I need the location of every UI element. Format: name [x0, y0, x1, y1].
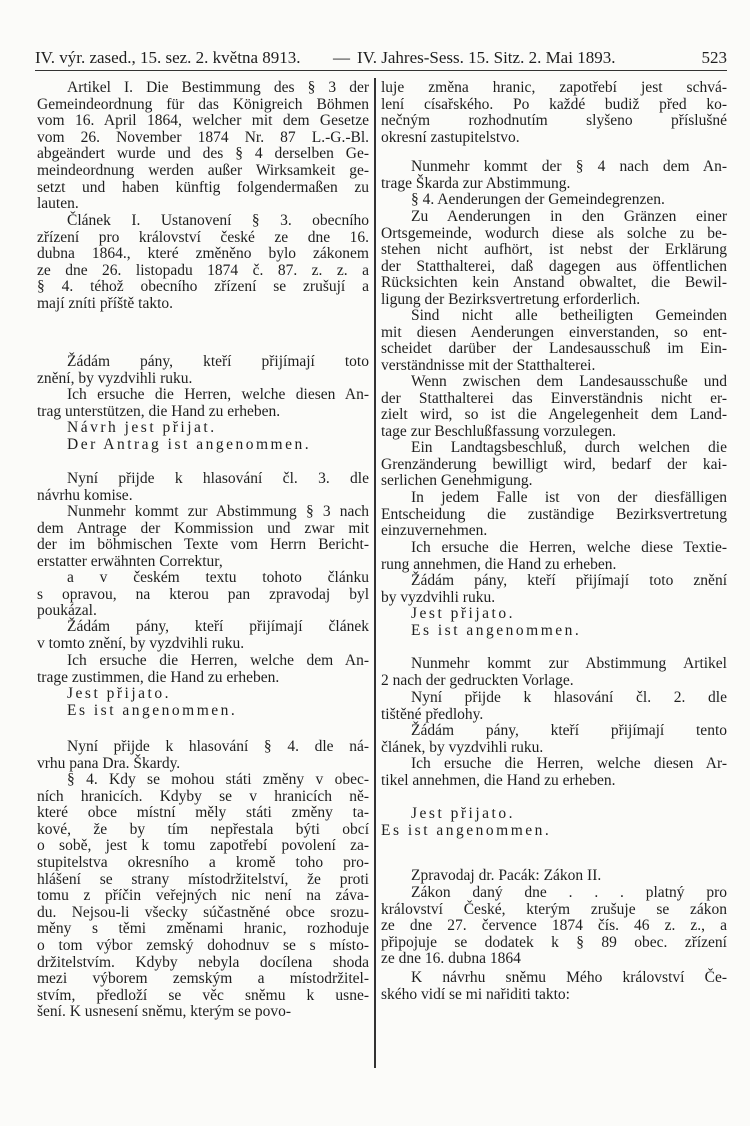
- text-line: vrhu pana Dra. Škardy.: [37, 754, 181, 772]
- text-line: einzuvernehmen.: [381, 522, 488, 540]
- text-line: In jedem Falle ist von der diesfälligen: [411, 489, 727, 506]
- right-paragraph: [381, 690, 727, 723]
- text-line: Es ist angenommen.: [381, 822, 552, 839]
- right-paragraph: [381, 440, 727, 490]
- text-line: § 4. téhož obecního zřízení se zrušují a: [37, 278, 369, 296]
- left-paragraph: [37, 739, 369, 772]
- text-line: Ich ersuche die Herren, welche diesen Ar-: [411, 755, 727, 772]
- left-paragraph: [37, 80, 369, 213]
- left-paragraph: [37, 703, 369, 720]
- left-paragraph: [37, 504, 369, 570]
- right-paragraph: [381, 623, 727, 640]
- text-line: měny s těmi změnami hranic, rozhoduje: [37, 920, 369, 938]
- header-separator: —: [333, 48, 350, 67]
- text-line: stvím, předloží se věc sněmu k usne-: [37, 986, 369, 1004]
- text-line: článek, by vyzdvihli ruku.: [381, 738, 544, 756]
- left-paragraph: [37, 420, 369, 437]
- text-line: návrhu komise.: [37, 486, 133, 504]
- text-line: der Statthalterei, daß dagegen aus öffentlichen: [381, 257, 727, 275]
- text-line: Ortsgemeinde, wodurch diese als solche zu be-: [381, 224, 727, 242]
- text-line: du. Nejsou-li všecky súčastněné obce srozu-: [37, 903, 369, 921]
- text-line: Nunmehr kommt zur Abstimmung Artikel: [411, 655, 727, 672]
- text-line: der Statthalterei das Einverständnis nicht er-: [381, 389, 727, 407]
- text-line: Ich ersuche die Herren, welche diese Textie-: [411, 539, 727, 556]
- right-paragraph: [381, 374, 727, 440]
- text-line: ze dne 16. dubna 1864: [381, 950, 521, 968]
- text-line: hlášení se strany místodržitelství, že proti: [37, 870, 369, 888]
- text-line: s opravou, na kterou pan zpravodaj byl: [37, 585, 369, 603]
- left-paragraph: [37, 471, 369, 504]
- text-line: Artikel I. Die Bestimmung des § 3 der: [67, 79, 369, 96]
- text-line: tage zur Beschlußfassung vorzulegen.: [381, 422, 617, 440]
- text-line: o tom výbor zemský dohodnuv se s místo-: [37, 936, 369, 954]
- text-line: znění, by vyzdvihli ruku.: [37, 369, 193, 387]
- text-line: Žádám pány, kteří přijímají článek: [67, 618, 369, 635]
- text-line: lení císařského. Po každé budiž před ko-: [381, 95, 727, 113]
- right-paragraph: [381, 868, 727, 885]
- text-line: ze dne 26. listopadu 1874 č. 87. z. z. a: [37, 261, 369, 279]
- text-line: Žádám pány, kteří přijímají toto znění: [411, 572, 727, 589]
- left-paragraph: [37, 686, 369, 703]
- text-line: Ein Landtagsbeschluß, durch welchen die: [411, 439, 727, 456]
- right-paragraph: [381, 573, 727, 606]
- text-line: Nyní přijde k hlasování čl. 3. dle: [67, 470, 369, 487]
- text-line: Nunmehr kommt zur Abstimmung § 3 nach: [67, 503, 369, 520]
- right-paragraph: [381, 308, 727, 374]
- text-line: dubna 1864., které změněno bylo zákonem: [37, 245, 369, 263]
- text-line: meindeordnung werden außer Wirksamkeit ge-: [37, 161, 369, 179]
- right-paragraph: [381, 970, 727, 1003]
- text-line: Nyní přijde k hlasování čl. 2. dle: [411, 689, 727, 706]
- text-line: mit diesen Aenderungen einverstanden, so ent-: [381, 323, 727, 341]
- right-paragraph: [381, 80, 727, 146]
- right-paragraph: [381, 885, 727, 968]
- text-line: poukázal.: [37, 602, 97, 620]
- right-paragraph: [381, 540, 727, 573]
- text-line: Nyní přijde k hlasování § 4. dle ná-: [67, 738, 369, 755]
- text-line: tikel annehmen, die Hand zu erheben.: [381, 771, 616, 789]
- text-line: Ich ersuche die Herren, welche diesen An-: [67, 386, 369, 403]
- right-paragraph: [381, 756, 727, 789]
- text-line: § 4. Kdy se mohou státi změny v obec-: [67, 771, 369, 788]
- text-line: setzt und haben künftig folgendermaßen zu: [37, 178, 369, 196]
- text-line: kové, že by tím nepřestala býti obcí: [37, 820, 369, 838]
- left-paragraph: [37, 437, 369, 454]
- text-line: Nunmehr kommt der § 4 nach dem An-: [411, 158, 727, 175]
- text-line: Zu Aenderungen in den Gränzen einer: [411, 208, 727, 225]
- text-line: Jest přijato.: [67, 685, 171, 702]
- text-line: by vyzdvihli ruku.: [381, 588, 496, 606]
- text-line: Gemeindeordnung für das Königreich Böhmen: [37, 95, 369, 113]
- text-line: Žádám pány, kteří přijímají toto: [67, 353, 369, 370]
- text-line: Článek I. Ustanovení § 3. obecního: [67, 212, 369, 229]
- text-line: lauten.: [37, 195, 79, 213]
- right-paragraph: [381, 159, 727, 192]
- text-line: 2 nach der gedruckten Vorlage.: [381, 671, 574, 689]
- text-line: rung annehmen, die Hand zu erheben.: [381, 555, 617, 573]
- text-line: připojuje se dodatek k § 89 obec. zřízení: [381, 933, 727, 951]
- right-paragraph: [381, 490, 727, 540]
- text-line: zielt wird, so ist die Angelegenheit dem Land-: [381, 406, 727, 424]
- text-line: der im böhmischen Texte vom Herrn Bericht-: [37, 536, 369, 554]
- left-paragraph: [37, 387, 369, 420]
- right-paragraph: [381, 192, 727, 209]
- text-line: v tomto znění, by vyzdvihli ruku.: [37, 634, 245, 652]
- text-line: nečným rozhodnutím slyšeno příslušné: [381, 112, 727, 130]
- text-line: erstatter erwähnten Correktur,: [37, 552, 223, 570]
- text-line: mají zníti příště takto.: [37, 294, 174, 312]
- running-header: [35, 46, 727, 71]
- text-line: okresní zastupitelstvo.: [381, 128, 520, 146]
- text-line: a v českém textu tohoto článku: [67, 569, 369, 586]
- left-paragraph: [37, 570, 369, 620]
- text-line: ligung der Bezirksvertretung erforderlich.: [381, 290, 641, 308]
- text-line: trag unterstützen, die Hand zu erheben.: [37, 402, 281, 420]
- left-paragraph: [37, 354, 369, 387]
- text-line: Wenn zwischen dem Landesausschuße und: [411, 373, 727, 390]
- text-line: Der Antrag ist angenommen.: [67, 436, 312, 453]
- right-paragraph: [381, 606, 727, 623]
- text-line: serlichen Genehmigung.: [381, 472, 533, 490]
- text-line: trage Škarda zur Abstimmung.: [381, 174, 571, 192]
- text-line: ského vidí se mi nařiditi takto:: [381, 985, 570, 1003]
- text-line: trage zustimmen, die Hand zu erheben.: [37, 668, 280, 686]
- text-line: Zpravodaj dr. Pacák: Zákon II.: [411, 867, 602, 884]
- text-line: scheidet darüber der Landesausschuß im Ein-: [381, 340, 727, 358]
- right-paragraph: [381, 209, 727, 309]
- text-line: ních hranicích. Kdyby se v hranicích ně-: [37, 787, 369, 805]
- right-paragraph: [381, 806, 727, 823]
- left-paragraph: [37, 653, 369, 686]
- text-line: Entscheidung die zuständige Bezirksvertretung: [381, 505, 727, 523]
- text-line: Žádám pány, kteří přijímají tento: [411, 722, 727, 739]
- page-number: 523: [701, 48, 727, 67]
- text-line: abgeändert wurde und des § 4 derselben Ge-: [37, 145, 369, 163]
- text-line: zřízení pro království české ze dne 16.: [37, 228, 369, 246]
- right-paragraph: [381, 823, 727, 840]
- text-line: luje změna hranic, zapotřebí jest schvá-: [381, 79, 727, 96]
- column-divider: [374, 78, 376, 1068]
- text-line: šení. K usnesení sněmu, kterým se povo-: [37, 1003, 291, 1021]
- text-line: stupitelstva okresního a kromě toho pro-: [37, 853, 369, 871]
- left-paragraph: [37, 213, 369, 313]
- text-line: Sind nicht alle betheiligten Gemeinden: [411, 307, 727, 324]
- text-line: Grenzänderung bewilligt wird, bedarf der kai-: [381, 455, 727, 473]
- text-line: Návrh jest přijat.: [67, 419, 217, 436]
- right-paragraph: [381, 723, 727, 756]
- text-line: vom 16. April 1864, welcher mit dem Gesetze: [37, 112, 369, 130]
- text-line: tomu z příčin veřejných nic není na záva-: [37, 887, 369, 905]
- text-line: vom 26. November 1874 Nr. 87 L.-G.-Bl.: [37, 128, 369, 146]
- right-paragraph: [381, 656, 727, 689]
- text-line: království České, kterým zrušuje se zákon: [381, 900, 727, 918]
- text-line: Jest přijato.: [411, 805, 515, 822]
- left-paragraph: [37, 619, 369, 652]
- text-line: o sobě, jest k tomu zapotřebí povolení za-: [37, 837, 369, 855]
- text-line: které obce místní měly státi změny ta-: [37, 804, 369, 822]
- header-german-session: IV. Jahres-Sess. 15. Sitz. 2. Mai 1893.: [357, 48, 616, 67]
- text-line: ze dne 27. července 1874 čís. 46 z. z., a: [381, 917, 727, 935]
- header-czech-session: IV. výr. zased., 15. sez. 2. května 8913.: [35, 48, 301, 67]
- text-line: K návrhu sněmu Mého království Če-: [411, 969, 727, 986]
- text-line: Es ist angenommen.: [411, 622, 582, 639]
- text-line: stehen nicht aufhört, ist nebst der Erklärung: [381, 241, 727, 259]
- text-line: tištěné předlohy.: [381, 705, 484, 723]
- text-line: § 4. Aenderungen der Gemeindegrenzen.: [411, 191, 665, 208]
- left-paragraph: [37, 772, 369, 1021]
- text-line: verständnisse mit der Statthalterei.: [381, 356, 596, 374]
- text-line: Ich ersuche die Herren, welche dem An-: [67, 652, 369, 669]
- text-line: Es ist angenommen.: [67, 702, 238, 719]
- text-line: Rücksichten kein Anstand obwaltet, die Bewil-: [381, 274, 727, 292]
- text-line: mezi výborem zemským a místodržitel-: [37, 970, 369, 988]
- text-line: Zákon daný dne . . . platný pro: [411, 884, 727, 901]
- text-line: držitelstvím. Kdyby nebyla docílena shoda: [37, 953, 369, 971]
- text-line: Jest přijato.: [411, 605, 515, 622]
- text-line: dem Antrage der Kommission und zwar mit: [37, 519, 369, 537]
